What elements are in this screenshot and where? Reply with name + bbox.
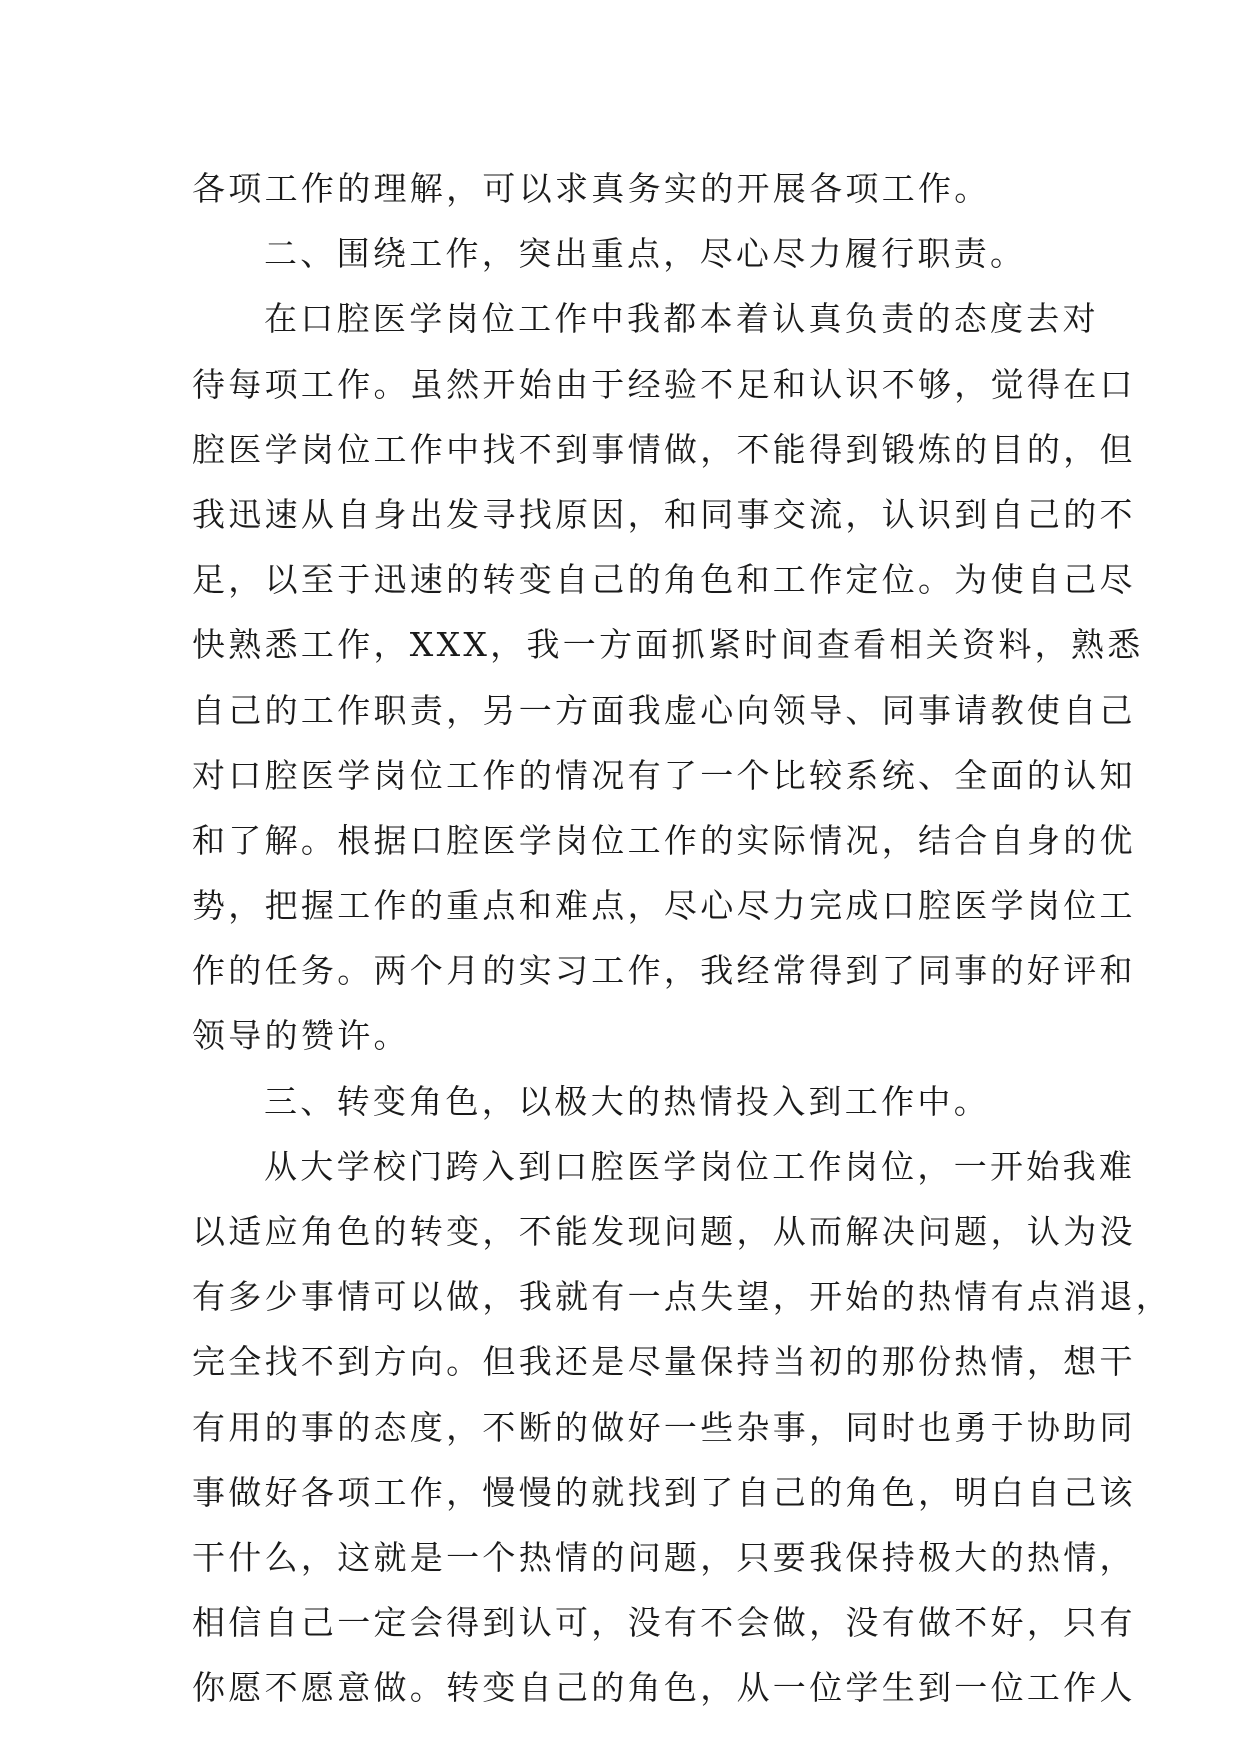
text-line: 干什么，这就是一个热情的问题，只要我保持极大的热情， xyxy=(192,1537,1136,1577)
text-line: 领导的赞许。 xyxy=(192,1016,410,1056)
text-line: 以适应角色的转变，不能发现问题，从而解决问题，认为没 xyxy=(192,1212,1136,1251)
text-line: 各项工作的理解，可以求真务实的开展各项工作。 xyxy=(192,169,991,208)
section-heading-3: 三、转变角色，以极大的热情投入到工作中。 xyxy=(264,1081,990,1121)
text-line: 在口腔医学岗位工作中我都本着认真负责的态度去对 xyxy=(264,299,1099,339)
text-line: 我迅速从自身出发寻找原因，和同事交流，认识到自己的不 xyxy=(192,494,1136,534)
text-line: 作的任务。两个月的实习工作，我经常得到了同事的好评和 xyxy=(192,951,1136,991)
text-line: 有多少事情可以做，我就有一点失望，开始的热情有点消退， xyxy=(192,1277,1173,1317)
text-line: 待每项工作。虽然开始由于经验不足和认识不够，觉得在口 xyxy=(192,364,1136,404)
text-line: 和了解。根据口腔医学岗位工作的实际情况，结合自身的优 xyxy=(192,820,1136,860)
section-heading-2: 二、围绕工作，突出重点，尽心尽力履行职责。 xyxy=(264,234,1027,274)
text-line: 自己的工作职责，另一方面我虚心向领导、同事请教使自己 xyxy=(192,690,1136,730)
text-line: 完全找不到方向。但我还是尽量保持当初的那份热情，想干 xyxy=(192,1342,1136,1382)
text-line: 足，以至于迅速的转变自己的角色和工作定位。为使自己尽 xyxy=(192,560,1136,600)
text-line: 腔医学岗位工作中找不到事情做，不能得到锻炼的目的，但 xyxy=(192,429,1136,469)
text-line: 有用的事的态度，不断的做好一些杂事，同时也勇于协助同 xyxy=(192,1407,1136,1447)
text-line: 对口腔医学岗位工作的情况有了一个比较系统、全面的认知 xyxy=(192,755,1136,795)
text-line: 势，把握工作的重点和难点，尽心尽力完成口腔医学岗位工 xyxy=(192,886,1136,926)
text-line: 相信自己一定会得到认可，没有不会做，没有做不好，只有 xyxy=(192,1603,1136,1643)
text-line: 从大学校门跨入到口腔医学岗位工作岗位，一开始我难 xyxy=(264,1146,1136,1186)
text-line: 快熟悉工作，XXX，我一方面抓紧时间查看相关资料，熟悉 xyxy=(192,625,1144,665)
text-line: 你愿不愿意做。转变自己的角色，从一位学生到一位工作人 xyxy=(192,1668,1136,1708)
text-line: 事做好各项工作，慢慢的就找到了自己的角色，明白自己该 xyxy=(192,1472,1136,1512)
body-text xyxy=(192,156,1173,1721)
